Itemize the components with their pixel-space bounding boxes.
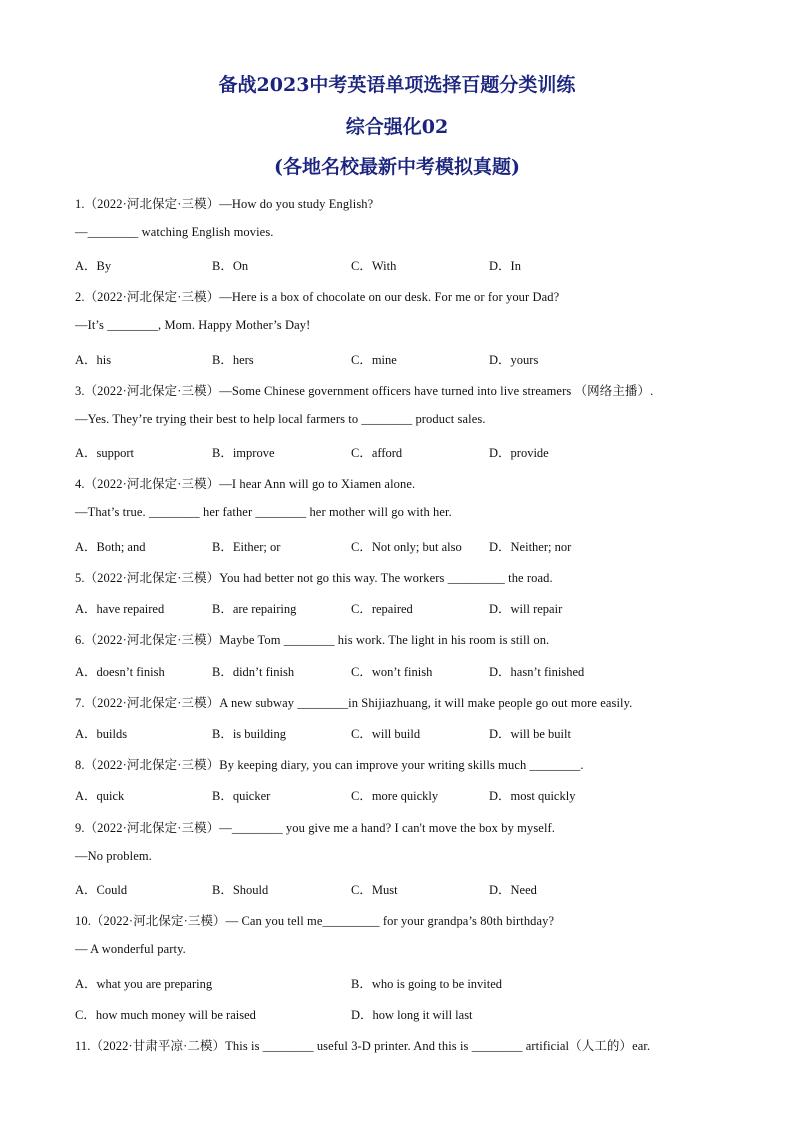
option-a: A．Could — [75, 883, 128, 897]
option-c: C．afford — [351, 446, 403, 460]
option-a: A．builds — [75, 727, 128, 741]
option-a: A．have repaired — [75, 602, 165, 616]
question-stem: 9.（2022·河北保定·三模）—________ you give me a hand? I can't move the box by myself. — [75, 821, 556, 835]
option-d: D．hasn’t finished — [489, 665, 585, 679]
option-c: C．will build — [351, 727, 421, 741]
question-stem: 3.（2022·河北保定·三模）—Some Chinese government officers have turned into live streamers （网络主播）. — [75, 384, 654, 398]
option-b: B．Should — [212, 883, 269, 897]
option-b: B．are repairing — [212, 602, 297, 616]
question-line: —Yes. They’re trying their best to help local farmers to ________ product sales. — [75, 412, 486, 426]
option-c: C．Must — [351, 883, 398, 897]
document-title: 备战2023中考英语单项选择百题分类训练 — [218, 74, 576, 96]
option-c: C．With — [351, 259, 397, 273]
option-c: C．repaired — [351, 602, 413, 616]
question-line: —That’s true. ________ her father ________ her mother will go with her. — [75, 505, 452, 519]
option-c: C．won’t finish — [351, 665, 433, 679]
option-d: D．yours — [489, 353, 539, 367]
option-b: B．who is going to be invited — [351, 977, 503, 991]
option-a: A．Both; and — [75, 540, 146, 554]
question-stem: 4.（2022·河北保定·三模）—I hear Ann will go to Xiamen alone. — [75, 477, 416, 491]
option-c: C．how much money will be raised — [75, 1008, 256, 1022]
option-d: D．will repair — [489, 602, 563, 616]
option-c: C．Not only; but also — [351, 540, 462, 554]
option-a: A．his — [75, 353, 112, 367]
option-c: C．more quickly — [351, 789, 439, 803]
question-stem: 1.（2022·河北保定·三模）—How do you study English? — [75, 197, 374, 211]
option-d: D．Need — [489, 883, 537, 897]
option-d: D．Neither; nor — [489, 540, 572, 554]
question-stem: 2.（2022·河北保定·三模）—Here is a box of chocolate on our desk. For me or for your Dad? — [75, 290, 560, 304]
option-a: A．doesn’t finish — [75, 665, 165, 679]
option-d: D．how long it will last — [351, 1008, 473, 1022]
question-stem: 11.（2022·甘肃平凉·二模）This is ________ useful 3-D printer. And this is ________ artificial（人工的）ear. — [75, 1039, 651, 1053]
question-line: —No problem. — [75, 849, 152, 863]
option-b: B．hers — [212, 353, 254, 367]
option-b: B．Either; or — [212, 540, 281, 554]
question-line: —________ watching English movies. — [75, 225, 274, 239]
document-subtitle: 综合强化02 — [345, 116, 449, 138]
option-a: A．support — [75, 446, 135, 460]
option-b: B．didn’t finish — [212, 665, 295, 679]
question-line: —It’s ________, Mom. Happy Mother’s Day! — [75, 318, 311, 332]
option-d: D．In — [489, 259, 521, 273]
option-b: B．improve — [212, 446, 275, 460]
question-stem: 5.（2022·河北保定·三模）You had better not go this way. The workers _________ the road. — [75, 571, 553, 585]
question-stem: 7.（2022·河北保定·三模）A new subway ________in Shijiazhuang, it will make people go out more easily. — [75, 696, 633, 710]
option-d: D．will be built — [489, 727, 571, 741]
option-b: B．On — [212, 259, 249, 273]
option-c: C．mine — [351, 353, 397, 367]
option-b: B．is building — [212, 727, 286, 741]
question-stem: 10.（2022·河北保定·三模）— Can you tell me_________ for your grandpa’s 80th birthday? — [75, 914, 555, 928]
option-b: B．quicker — [212, 789, 271, 803]
source-note: (各地名校最新中考模拟真题) — [274, 156, 520, 178]
question-stem: 8.（2022·河北保定·三模）By keeping diary, you can improve your writing skills much ________. — [75, 758, 584, 772]
question-line: — A wonderful party. — [75, 942, 186, 956]
option-d: D．provide — [489, 446, 549, 460]
question-stem: 6.（2022·河北保定·三模）Maybe Tom ________ his work. The light in his room is still on. — [75, 633, 550, 647]
option-a: A．what you are preparing — [75, 977, 213, 991]
option-d: D．most quickly — [489, 789, 576, 803]
option-a: A．quick — [75, 789, 125, 803]
option-a: A．By — [75, 259, 112, 273]
